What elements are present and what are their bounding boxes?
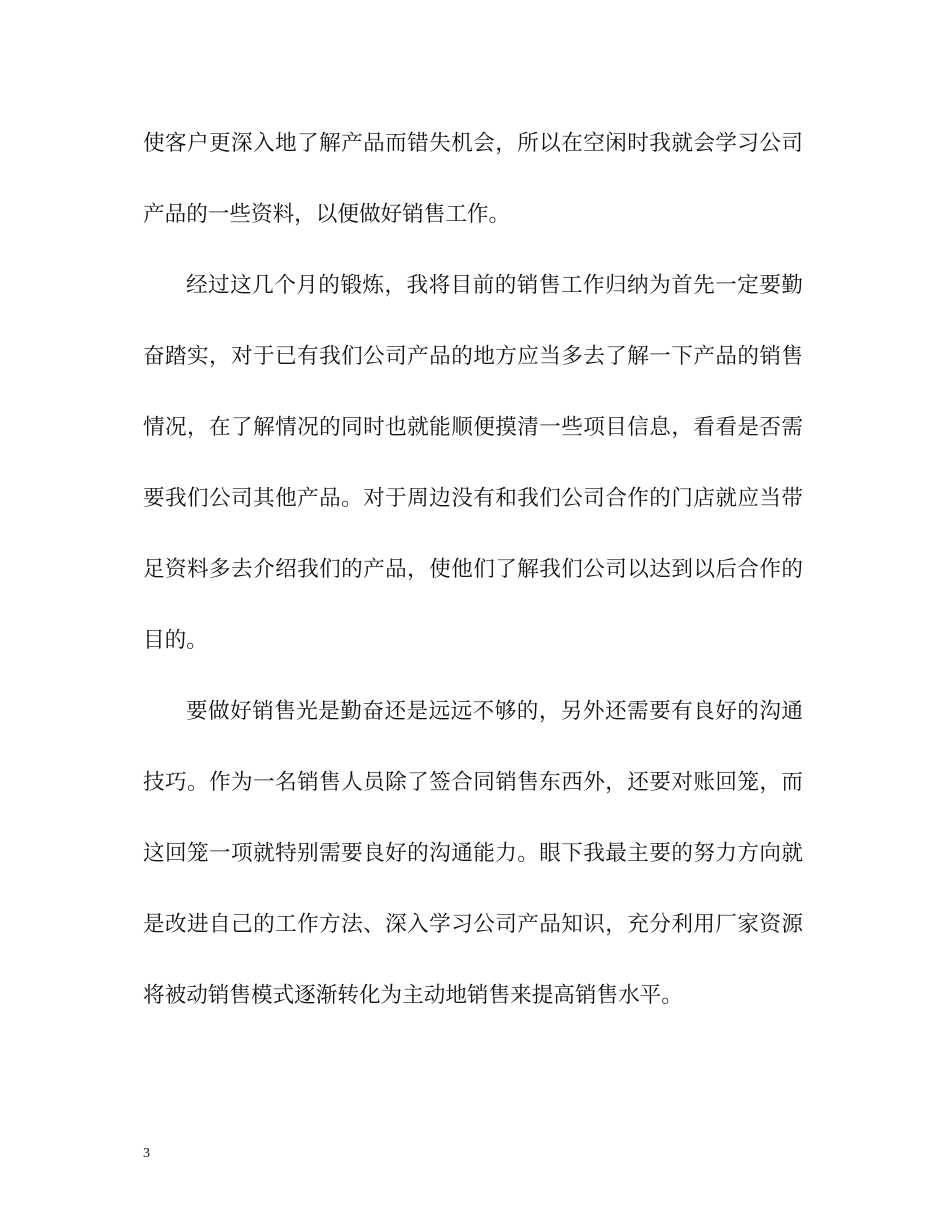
- text-line: 这回笼一项就特别需要良好的沟通能力。眼下我最主要的努力方向就: [143, 841, 803, 866]
- text-line: 产品的一些资料，以便做好销售工作。: [143, 202, 511, 227]
- text-line: 技巧。作为一名销售人员除了签合同销售东西外，还要对账回笼，而: [143, 770, 803, 795]
- text-line: 是改进自己的工作方法、深入学习公司产品知识，充分利用厂家资源: [143, 912, 803, 937]
- text-line: 要做好销售光是勤奋还是远远不够的，另外还需要有良好的沟通: [186, 699, 803, 724]
- text-line: 奋踏实，对于已有我们公司产品的地方应当多去了解一下产品的销售: [143, 344, 803, 369]
- text-line: 经过这几个月的锻炼，我将目前的销售工作归纳为首先一定要勤: [186, 273, 803, 298]
- text-line: 将被动销售模式逐渐转化为主动地销售来提高销售水平。: [143, 983, 683, 1008]
- text-line: 使客户更深入地了解产品而错失机会，所以在空闲时我就会学习公司: [143, 131, 803, 156]
- page-number: 3: [143, 1146, 150, 1161]
- text-line: 足资料多去介绍我们的产品，使他们了解我们公司以达到以后合作的: [143, 557, 803, 582]
- body-text: [143, 117, 803, 1040]
- text-line: 目的。: [143, 628, 208, 653]
- text-line: 情况，在了解情况的同时也就能顺便摸清一些项目信息，看看是否需: [143, 415, 803, 440]
- text-line: 要我们公司其他产品。对于周边没有和我们公司合作的门店就应当带: [143, 486, 803, 511]
